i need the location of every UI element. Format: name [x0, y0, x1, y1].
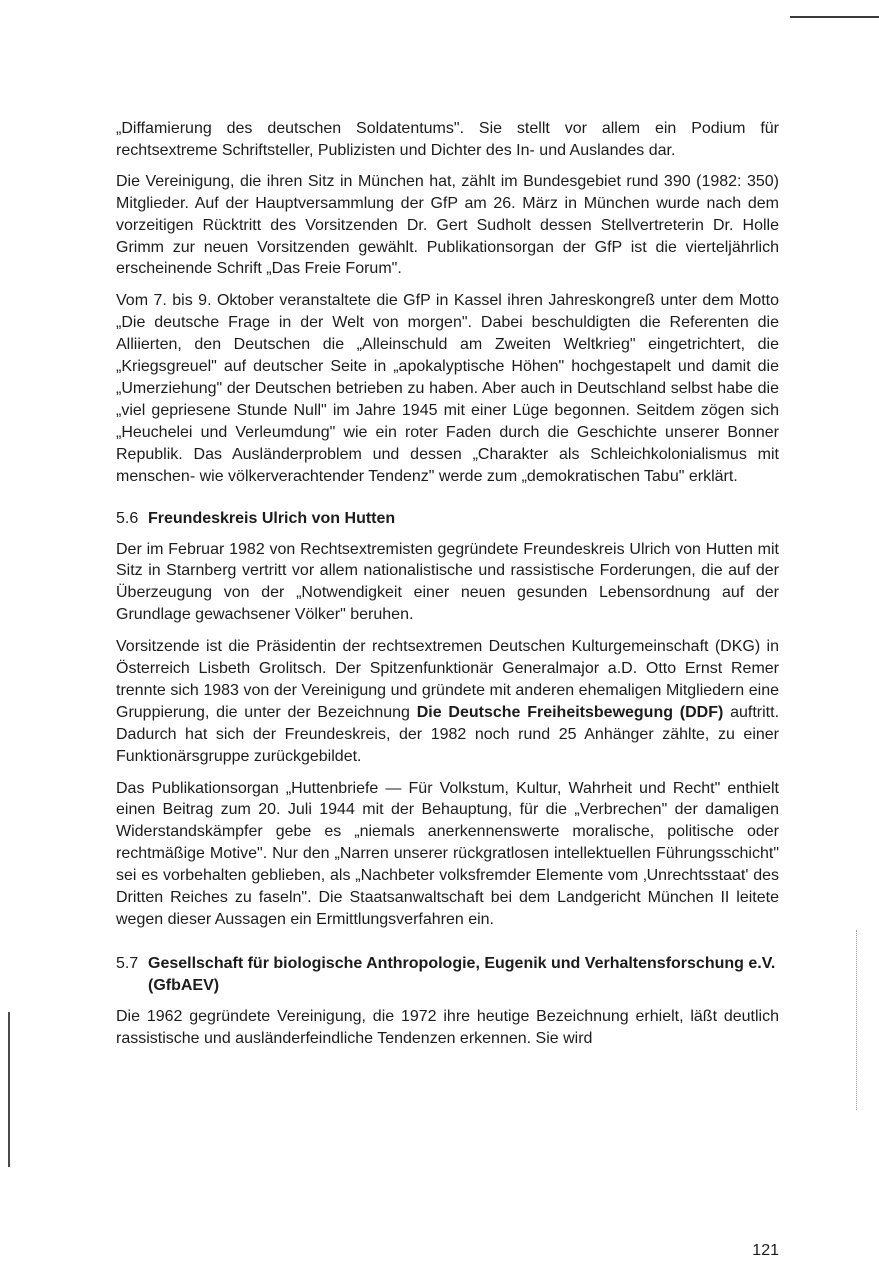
- page-body: [116, 118, 779, 1060]
- paragraph-vorsitzende: [116, 636, 779, 767]
- paragraph-huttenbriefe: Das Publikationsorgan „Huttenbriefe — Für Volkstum, Kultur, Wahrheit und Recht" enthielt einen Beitrag zum 20. Juli 1944 mit der Behauptung, für die „Verbrechen" der damaligen Widerstandskämpfer gebe es „niemals anerkennenswerte moralische, politische oder rechtmäßige Motive". Nur den „Narren unserer rückgratlosen intellektuellen Führungsschicht" sei es vorbehalten geblieben, als „Nachbeter volksfremder Elemente vom ‚Unrechtsstaat' des Dritten Reiches zu faseln". Die Staatsanwaltschaft bei dem Landgericht München II leitete wegen dieser Aussagen ein Ermittlungsverfahren ein.: [116, 779, 779, 928]
- paragraph-vereinigung-sitz: Die Vereinigung, die ihren Sitz in München hat, zählt im Bundesgebiet rund 390 (1982: 350) Mitglieder. Auf der Hauptversammlung der GfP am 26. März in München wurde nach dem vorzeitigen Rücktritt des Vorsitzenden Dr. Gert Sudholt dessen Stellvertreterin Dr. Holle Grimm zur neuen Vorsitzenden gewählt. Publikationsorgan der GfP ist die vierteljährlich erscheinende Schrift „Das Freie Forum".: [116, 172, 779, 278]
- paragraph-freundeskreis-gruendung: Der im Februar 1982 von Rechtsextremisten gegründete Freundeskreis Ulrich von Hutten mit Sitz in Starnberg vertritt vor allem nationalistische und rassistische Forderungen, die auf der Überzeugung von der „Notwendigkeit einer neuen gesunden Lebensordnung auf der Grundlage gewachsener Völker" beruhen.: [116, 540, 779, 624]
- paragraph-gfbaev: Die 1962 gegründete Vereinigung, die 1972 ihre heutige Bezeichnung erhielt, läßt deutlich rassistische und ausländerfeindliche Tendenzen erkennen. Sie wird: [116, 1007, 779, 1047]
- paragraph-text: Vorsitzende ist die Präsidentin der rechtsextremen Deutschen Kulturgemeinschaft (DKG) in Österreich Lisbeth Grolitsch. Der Spitzenfunktionär Generalmajor a.D. Otto Ernst Remer trennte sich 1983 von der Vereinigung und gründete mit anderen ehemaligen Mitgliedern eine Gruppierung, die unter der Bezeichnung: [116, 638, 779, 721]
- section-heading-5-7: [116, 953, 779, 997]
- paragraph-text: auftritt. Dadurch hat sich der Freundeskreis, der 1982 noch rund 25 Anhänger zählte, zu einer Funktionärsgruppe zurückgebildet.: [116, 703, 780, 765]
- scan-edge-mark-top: [790, 16, 879, 18]
- scan-edge-mark-left: [8, 1012, 10, 1167]
- section-number: 5.7: [116, 954, 139, 972]
- section-heading-5-6: [116, 508, 779, 530]
- section-number: 5.6: [116, 509, 139, 527]
- organization-name-bold: Die Deutsche Freiheitsbewegung (DDF): [416, 703, 724, 721]
- section-title: Gesellschaft für biologische Anthropologie, Eugenik und Verhaltensforschung e.V. (GfbAEV): [148, 954, 776, 994]
- section-title: Freundeskreis Ulrich von Hutten: [148, 509, 396, 527]
- page-number: 121: [752, 1242, 779, 1259]
- scan-noise-dots: [856, 930, 858, 1110]
- paragraph-diffamierung: „Diffamierung des deutschen Soldatentums". Sie stellt vor allem ein Podium für rechtsextreme Schriftsteller, Publizisten und Dichter des In- und Auslandes dar.: [116, 120, 779, 159]
- paragraph-jahreskongress: Vom 7. bis 9. Oktober veranstaltete die GfP in Kassel ihren Jahreskongreß unter dem Motto „Die deutsche Frage in der Welt von morgen". Dabei beschuldigten die Referenten die Alliierten, den Deutschen die „Alleinschuld am Zweiten Weltkrieg" eingetrichtert, die „Kriegsgreuel" auf deutscher Seite in „apokalyptische Höhen" hochgestapelt und damit die „Umerziehung" der Deutschen betrieben zu haben. Aber auch in Deutschland selbst habe die „viel gepriesene Stunde Null" im Jahre 1945 mit einer Lüge begonnen. Seitdem zögen sich „Heuchelei und Verleumdung" wie ein roter Faden durch die Geschichte unserer Bonner Republik. Das Ausländerproblem und dessen „Charakter als Schleichkolonialismus mit menschen- wie völkerverachtender Tendenz" werde zum „demokratischen Tabu" erklärt.: [116, 292, 779, 485]
